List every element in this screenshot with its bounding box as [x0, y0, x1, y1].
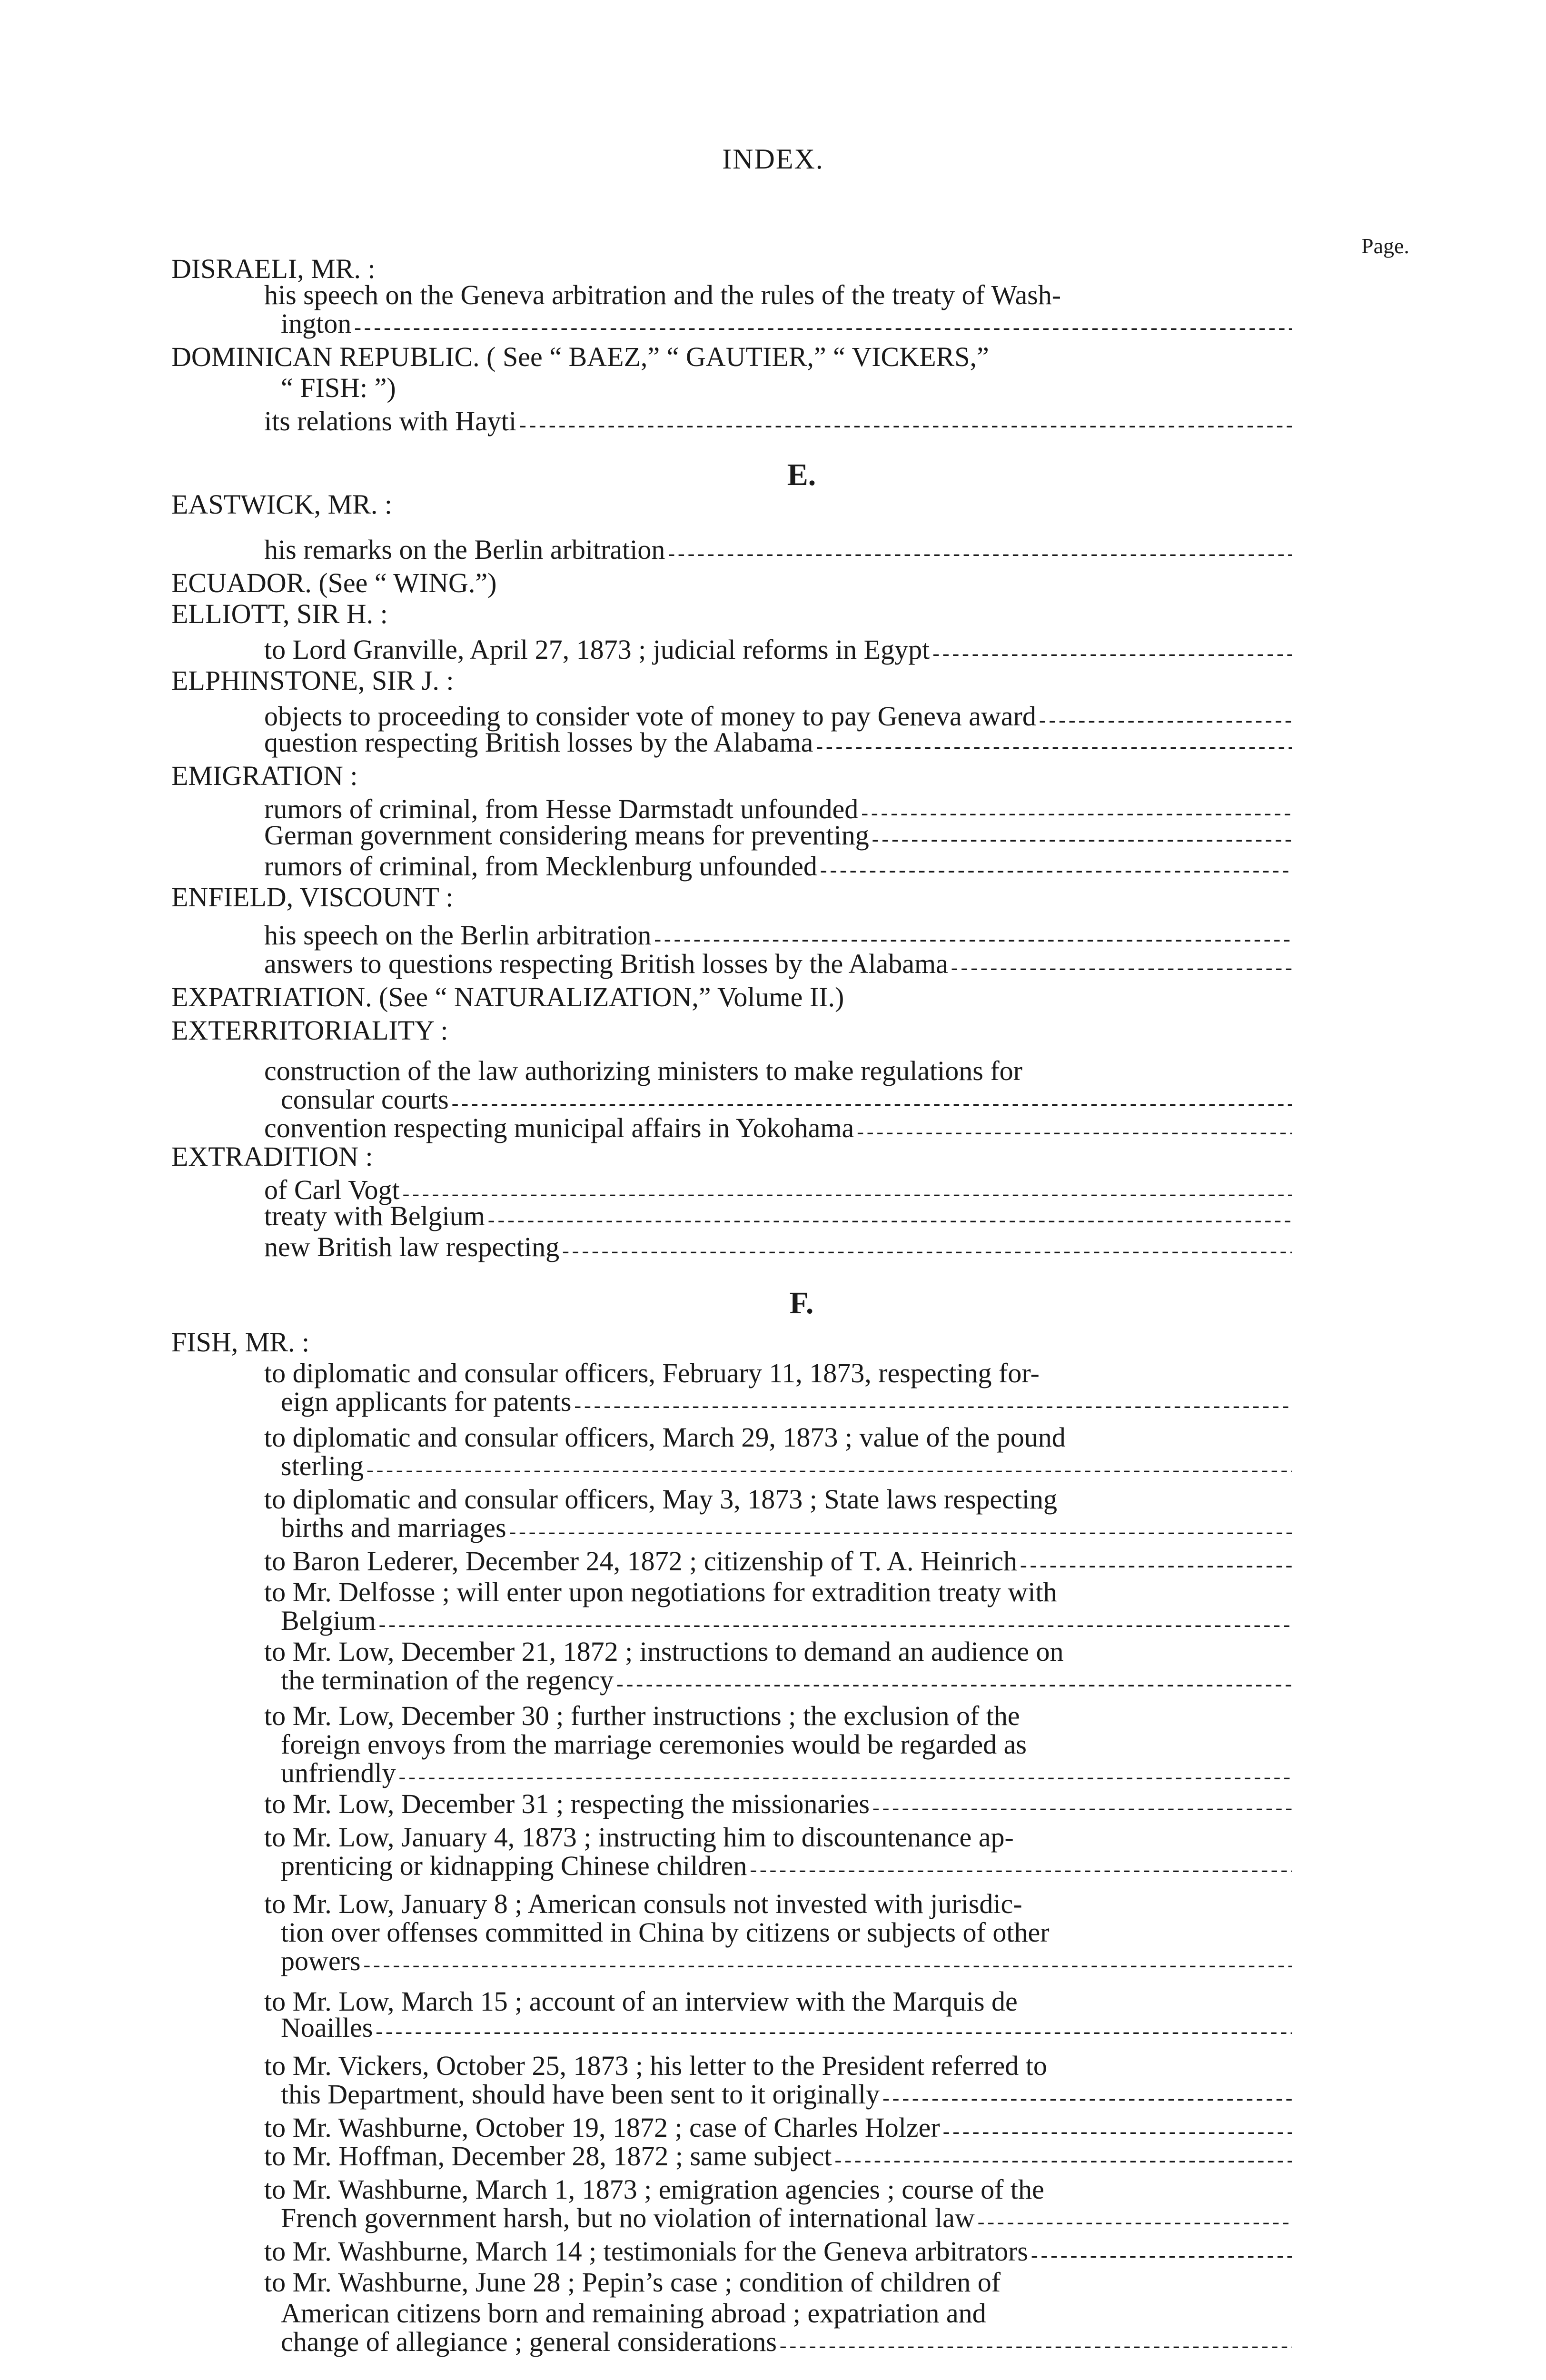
entry-text: ENFIELD, VISCOUNT : — [171, 882, 454, 912]
leader-dots — [872, 1797, 1292, 1818]
index-entry-line — [281, 2328, 1295, 2356]
entry-text: construction of the law authorizing ministers to make regulations for — [264, 1055, 1022, 1086]
entry-text: to diplomatic and consular officers, February 11, 1873, respecting for- — [264, 1358, 1040, 1388]
index-entry-line — [264, 702, 1295, 731]
entry-text: to Mr. Washburne, October 19, 1872 ; case of Charles Holzer — [264, 2112, 940, 2143]
entry-text: change of allegiance ; general considerations — [281, 2326, 777, 2357]
leader-dots — [574, 1395, 1292, 1416]
leader-dots — [519, 415, 1292, 436]
index-entry-line — [264, 2237, 1295, 2266]
index-entry-line — [264, 1057, 1022, 1085]
leader-dots — [509, 1521, 1292, 1542]
index-entry-line — [281, 1606, 1295, 1635]
entry-text: EXTRADITION : — [171, 1141, 373, 1172]
entry-text: EASTWICK, MR. : — [171, 489, 392, 520]
entry-text: DISRAELI, MR. : — [171, 253, 376, 284]
entry-text: EXTERRITORIALITY : — [171, 1015, 448, 1046]
leader-dots — [943, 2121, 1292, 2142]
index-entry-line — [264, 2175, 1044, 2204]
index-entry-line — [264, 2142, 1295, 2171]
entry-text: consular courts — [281, 1084, 449, 1115]
entry-text: to Mr. Washburne, June 28 ; Pepin’s case ; condition of children of — [264, 2267, 1001, 2298]
index-entry-line — [281, 1666, 1295, 1695]
entry-text: to Mr. Delfosse ; will enter upon negotiations for extradition treaty with — [264, 1577, 1057, 1607]
entry-text: its relations with Hayti — [264, 406, 516, 436]
leader-dots — [780, 2335, 1292, 2356]
index-heading — [171, 255, 376, 283]
entry-text: his speech on the Berlin arbitration — [264, 920, 652, 951]
index-entry-line — [264, 1359, 1040, 1388]
page-column-label: Page. — [1361, 234, 1409, 258]
index-entry-line — [264, 1547, 1295, 1576]
leader-dots — [857, 1121, 1292, 1142]
index-entry-line — [264, 2052, 1047, 2080]
leader-dots — [861, 803, 1292, 823]
index-entry-line — [281, 1852, 1295, 1880]
leader-dots — [452, 1093, 1292, 1114]
entry-text: German government considering means for preventing — [264, 820, 869, 851]
index-entry-line — [264, 281, 1061, 309]
leader-dots — [403, 1183, 1292, 1204]
index-entry-line — [281, 2204, 1295, 2232]
index-entry-line — [264, 536, 1295, 564]
section-letter-f: F. — [789, 1286, 814, 1320]
entry-text: American citizens born and remaining abroad ; expatriation and — [281, 2298, 986, 2329]
running-head: INDEX. — [722, 143, 824, 175]
entry-text: unfriendly — [281, 1757, 396, 1788]
leader-dots — [872, 829, 1292, 850]
index-entry-line — [264, 1823, 1014, 1852]
leader-dots — [399, 1766, 1292, 1787]
leader-dots — [834, 2150, 1292, 2171]
index-heading — [171, 490, 392, 519]
index-heading — [171, 343, 989, 371]
entry-text: births and marriages — [281, 1512, 506, 1543]
entry-text: FISH, MR. : — [171, 1327, 310, 1358]
entry-text: ELLIOTT, SIR H. : — [171, 598, 388, 629]
entry-text: to Mr. Low, January 8 ; American consuls not invested with jurisdic- — [264, 1888, 1022, 1919]
index-entry-line — [264, 821, 1295, 850]
entry-text: Belgium — [281, 1605, 376, 1636]
entry-text: to Mr. Low, December 31 ; respecting the missionaries — [264, 1788, 870, 1819]
index-entry-line — [264, 2268, 1001, 2297]
index-entry-line — [264, 921, 1295, 950]
index-heading — [171, 1142, 373, 1171]
entry-text: rumors of criminal, from Mecklenburg unfounded — [264, 851, 817, 882]
index-heading — [171, 1016, 448, 1045]
entry-text: eign applicants for patents — [281, 1386, 572, 1417]
entry-text: ington — [281, 308, 352, 339]
entry-text: his remarks on the Berlin arbitration — [264, 534, 665, 565]
leader-dots — [1039, 710, 1292, 731]
leader-dots — [951, 957, 1292, 978]
entry-text: convention respecting municipal affairs in Yokohama — [264, 1112, 854, 1143]
entry-text: to Mr. Low, December 21, 1872 ; instructions to demand an audience on — [264, 1636, 1064, 1667]
index-entry-line — [281, 1085, 1295, 1114]
entry-text: question respecting British losses by the Alabama — [264, 727, 813, 758]
index-entry-line — [281, 1730, 1027, 1759]
index-entry-line — [264, 1485, 1057, 1514]
entry-text: Noailles — [281, 2012, 373, 2043]
index-entry-line — [264, 1114, 1295, 1142]
index-entry-line — [264, 728, 1295, 757]
entry-text: his speech on the Geneva arbitration and the rules of the treaty of Wash- — [264, 279, 1061, 310]
entry-text: to Mr. Low, December 30 ; further instructions ; the exclusion of the — [264, 1700, 1020, 1731]
leader-dots — [820, 860, 1292, 881]
index-entry-line — [264, 1637, 1063, 1666]
leader-dots — [354, 317, 1292, 338]
index-entry-line — [264, 2113, 1295, 2142]
entry-text: ECUADOR. (See “ WING.”) — [171, 567, 497, 598]
leader-dots — [376, 2021, 1292, 2042]
entry-text: the termination of the regency — [281, 1665, 614, 1696]
entry-text: answers to questions respecting British losses by the Alabama — [264, 948, 948, 979]
entry-text: ELPHINSTONE, SIR J. : — [171, 665, 454, 696]
entry-text: objects to proceeding to consider vote of money to pay Geneva award — [264, 701, 1036, 732]
index-entry-line — [264, 1987, 1018, 2016]
entry-text: EXPATRIATION. (See “ NATURALIZATION,” Volume II.) — [171, 982, 844, 1012]
index-entry-line — [264, 1176, 1295, 1204]
entry-text: rumors of criminal, from Hesse Darmstadt unfounded — [264, 793, 859, 824]
index-heading — [171, 600, 388, 628]
entry-text: tion over offenses committed in China by citizens or subjects of other — [281, 1917, 1050, 1948]
entry-text: powers — [281, 1945, 361, 1976]
entry-text: foreign envoys from the marriage ceremonies would be regarded as — [281, 1729, 1027, 1760]
index-entry-line — [281, 309, 1295, 338]
index-entry-line — [264, 635, 1295, 664]
leader-dots — [364, 1954, 1292, 1975]
entry-text: new British law respecting — [264, 1231, 560, 1262]
leader-dots — [367, 1459, 1292, 1480]
index-entry-line — [264, 852, 1295, 881]
entry-text: DOMINICAN REPUBLIC. ( See “ BAEZ,” “ GAUTIER,” “ VICKERS,” — [171, 341, 989, 372]
index-entry-line — [281, 1514, 1295, 1542]
entry-text: “ FISH: ”) — [281, 372, 396, 403]
index-entry-line — [281, 1947, 1295, 1975]
index-entry-line — [264, 1423, 1066, 1452]
entry-text: to diplomatic and consular officers, May 3, 1873 ; State laws respecting — [264, 1484, 1058, 1515]
index-heading — [171, 569, 496, 597]
index-entry-line — [264, 1578, 1057, 1606]
index-entry-line — [281, 1452, 1295, 1480]
index-entry-line — [264, 795, 1295, 823]
index-entry-line — [264, 950, 1295, 978]
index-entry-line — [264, 1790, 1295, 1818]
index-heading — [171, 762, 357, 790]
leader-dots — [816, 736, 1292, 757]
index-entry-line — [281, 2013, 1295, 2042]
index-entry-line — [281, 1759, 1295, 1787]
index-entry-line — [281, 2299, 986, 2328]
entry-text: EMIGRATION : — [171, 760, 358, 791]
leader-dots — [488, 1210, 1292, 1230]
entry-text: to Mr. Washburne, March 14 ; testimonials for the Geneva arbitrators — [264, 2236, 1028, 2267]
index-heading — [171, 1328, 309, 1357]
index-entry-line — [264, 1202, 1295, 1230]
index-entry-line — [281, 1388, 1295, 1416]
entry-text: to Lord Granville, April 27, 1873 ; judicial reforms in Egypt — [264, 634, 930, 665]
entry-text: French government harsh, but no violation of international law — [281, 2202, 975, 2233]
index-entry-line — [281, 2080, 1295, 2109]
index-heading — [171, 983, 844, 1012]
entry-text: to Mr. Hoffman, December 28, 1872 ; same subject — [264, 2141, 832, 2172]
entry-text: prenticing or kidnapping Chinese children — [281, 1850, 747, 1881]
entry-text: of Carl Vogt — [264, 1174, 400, 1205]
leader-dots — [379, 1614, 1292, 1635]
leader-dots — [978, 2211, 1292, 2232]
entry-text: sterling — [281, 1450, 364, 1481]
index-entry-line — [264, 407, 1295, 436]
entry-text: this Department, should have been sent to it originally — [281, 2079, 880, 2110]
leader-dots — [654, 929, 1292, 950]
index-entry-line — [281, 1918, 1050, 1947]
entry-text: to Mr. Washburne, March 1, 1873 ; emigration agencies ; course of the — [264, 2174, 1044, 2205]
leader-dots — [932, 643, 1292, 664]
entry-text: to Mr. Vickers, October 25, 1873 ; his letter to the President referred to — [264, 2050, 1047, 2081]
leader-dots — [1020, 1555, 1292, 1576]
index-heading — [171, 666, 454, 695]
index-entry-line — [264, 1233, 1295, 1261]
entry-text: to Mr. Low, January 4, 1873 ; instructing him to discountenance ap- — [264, 1822, 1014, 1853]
leader-dots — [562, 1240, 1292, 1261]
leader-dots — [750, 1859, 1292, 1880]
leader-dots — [616, 1674, 1292, 1695]
leader-dots — [668, 543, 1292, 564]
entry-text: to Mr. Low, March 15 ; account of an interview with the Marquis de — [264, 1986, 1018, 2017]
index-entry-line — [264, 1702, 1020, 1730]
index-heading — [171, 883, 453, 912]
entry-text: to Baron Lederer, December 24, 1872 ; citizenship of T. A. Heinrich — [264, 1546, 1017, 1577]
entry-text: treaty with Belgium — [264, 1200, 485, 1231]
leader-dots — [882, 2088, 1292, 2109]
section-letter-e: E. — [787, 457, 816, 492]
index-entry-line — [264, 1890, 1022, 1918]
index-entry-line — [281, 374, 396, 402]
leader-dots — [1031, 2245, 1292, 2266]
entry-text: to diplomatic and consular officers, March 29, 1873 ; value of the pound — [264, 1422, 1066, 1453]
